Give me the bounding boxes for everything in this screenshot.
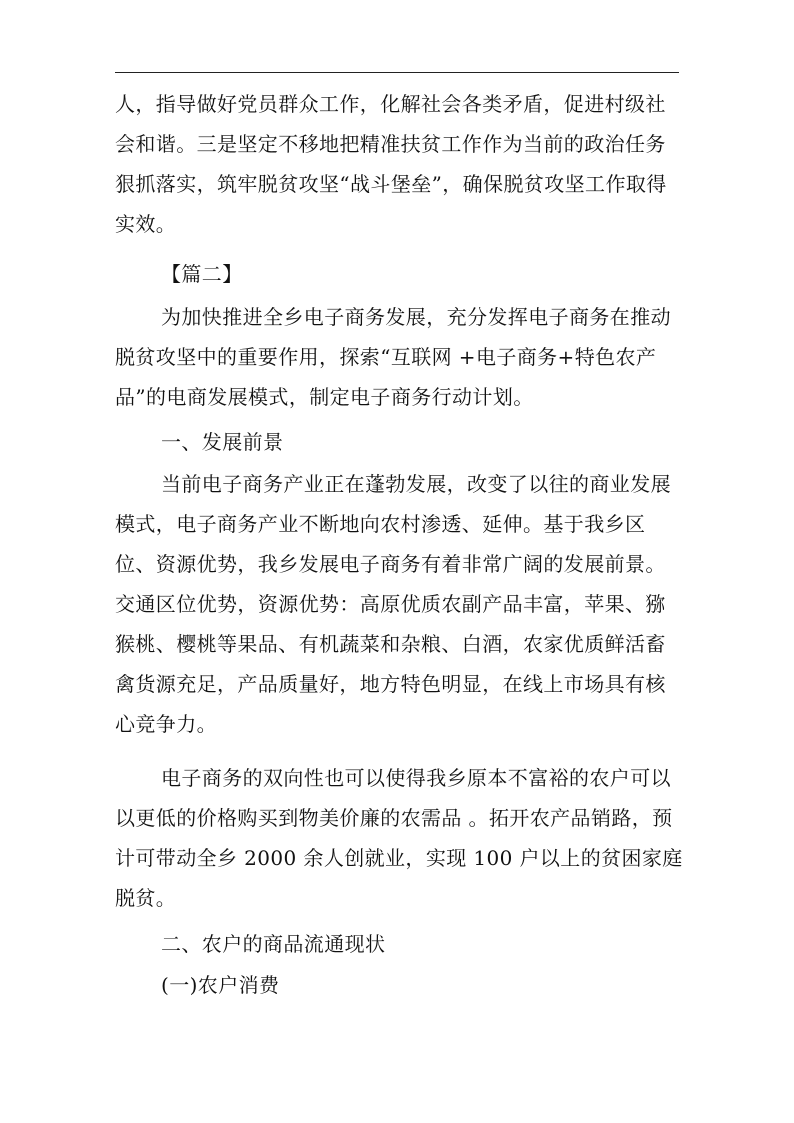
paragraph-continuation: 人，指导做好党员群众工作，化解社会各类矛盾，促进村级社会和谐。三是坚定不移地把精准扶贫工作作为当前的政治任务狠抓落实，筑牢脱贫攻坚“战斗堡垒”，确保脱贫攻坚工作取得实效。 (115, 92, 667, 236)
header-rule (115, 72, 679, 73)
heading-development-prospects: 一、发展前景 (161, 430, 284, 454)
heading-circulation-status: 二、农户的商品流通现状 (161, 932, 386, 956)
paragraph-bidirectional: 电子商务的双向性也可以使得我乡原本不富裕的农户可以以更低的价格购买到物美价廉的农需品 。拓开农产品销路，预计可带动全乡 2000 余人创就业，实现 100 户以上的贫困家庭脱贫。 (115, 766, 683, 910)
section-marker: 【篇二】 (161, 262, 243, 286)
paragraph-intro: 为加快推进全乡电子商务发展，充分发挥电子商务在推动脱贫攻坚中的重要作用，探索“互联网 +电子商务+特色农产品”的电商发展模式，制定电子商务行动计划。 (115, 305, 671, 409)
subheading-consumption: (一)农户消费 (161, 973, 280, 997)
paragraph-prospects: 当前电子商务产业正在蓬勃发展，改变了以往的商业发展模式，电子商务产业不断地向农村渗透、延伸。基于我乡区位、资源优势，我乡发展电子商务有着非常广阔的发展前景。交通区位优势，资源优势：高原优质农副产品丰富，苹果、猕猴桃、樱桃等果品、有机蔬菜和杂粮、白酒，农家优质鲜活畜禽货源充足，产品质量好，地方特色明显，在线上市场具有核心竞争力。 (115, 472, 671, 736)
